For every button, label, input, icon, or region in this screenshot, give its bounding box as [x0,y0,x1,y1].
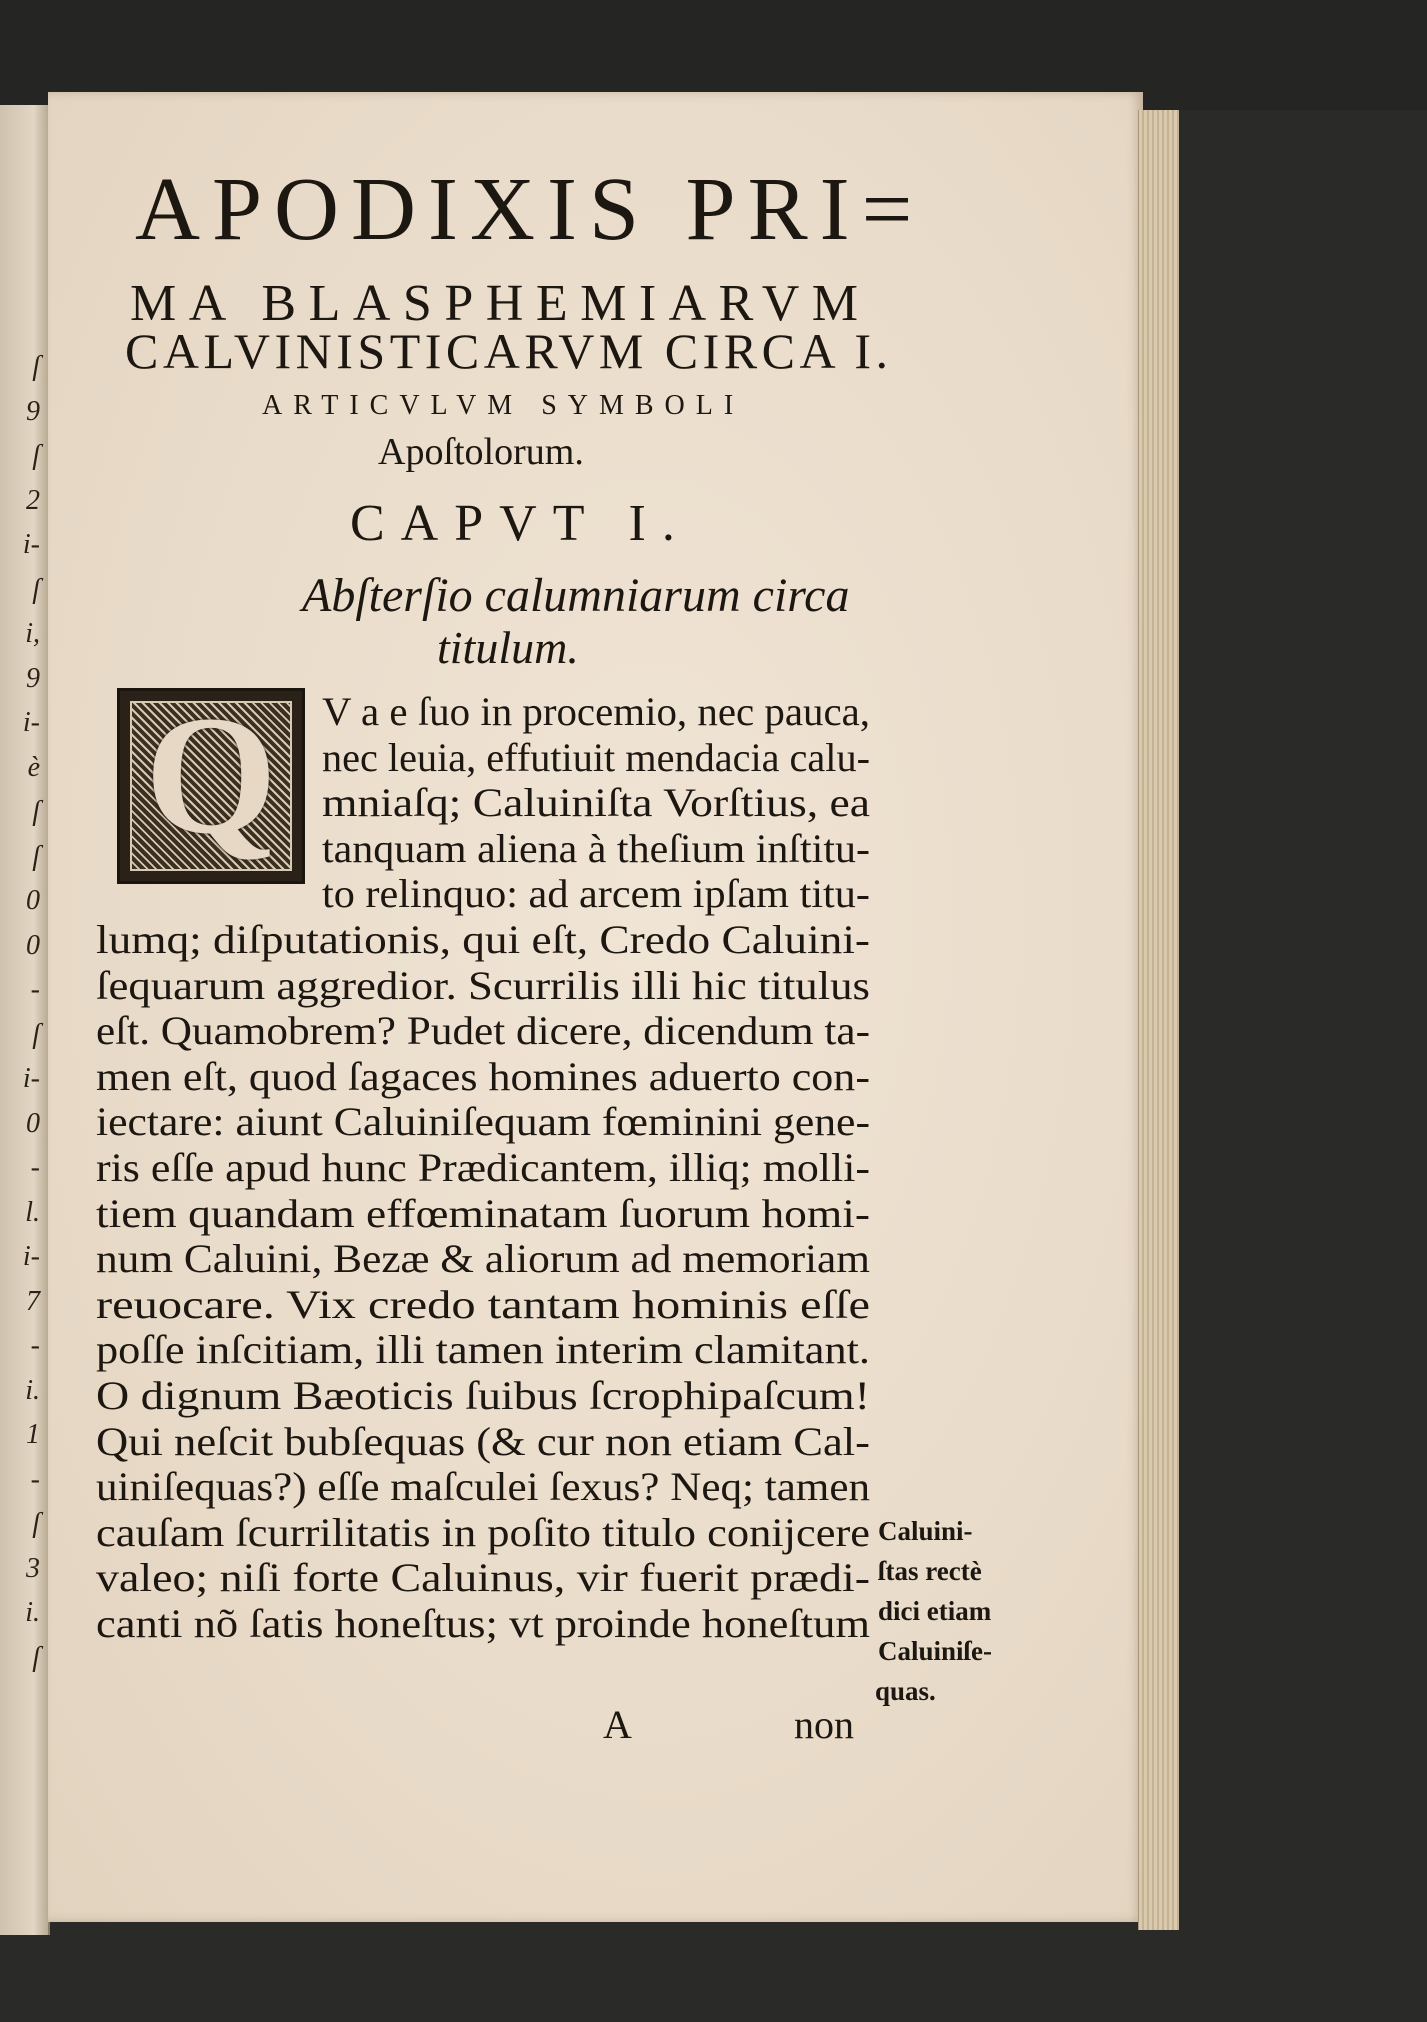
left-margin-char: i- [22,1241,40,1272]
heading-line-3: CALVINISTICARVM CIRCA I. [125,323,893,379]
heading-line-2: MA BLASPHEMIARVM [130,275,871,332]
body-line: to relinquo: ad arcem ipſam titu- [322,871,870,917]
left-margin-char: 0 [26,885,40,916]
left-margin-char: è [27,751,40,783]
chapter-title: CAPVT I. [350,495,691,552]
body-line: reuocare. Vix credo tantam hominis eſſe [96,1281,870,1327]
left-margin-char: 9 [26,662,40,694]
left-margin-char: 0 [26,1107,40,1139]
left-margin-char: 7 [26,1285,40,1317]
body-line: tanquam aliena à theſium inſtitu- [322,825,870,871]
body-line: men eſt, quod ſagaces homines aduerto con- [96,1053,871,1099]
heading-line-4: ARTICVLVM SYMBOLI [262,390,745,421]
margin-note-line: quas. [875,1676,936,1706]
catchword: non [794,1702,854,1747]
left-margin-char: 0 [26,929,40,961]
signature-mark: A [603,1702,632,1747]
body-line: poſſe inſcitiam, illi tamen interim clamitant. [96,1327,870,1373]
body-line: tiem quandam effœminatam ſuorum homi- [96,1190,870,1236]
left-margin-char: i. [25,1597,40,1628]
body-line: iectare: aiunt Caluiniſequam fœminini gene- [96,1099,870,1145]
left-margin-char: i- [22,1063,40,1094]
body-line: valeo; niſi forte Caluinus, vir fuerit prædi- [96,1555,870,1601]
left-page-edge [0,105,50,1935]
left-margin-char: 1 [26,1419,40,1450]
margin-note-line: Caluini- [878,1516,973,1546]
decorated-initial [117,681,305,884]
heading-line-1: APODIXIS PRI= [135,160,925,259]
margin-note-line: dici etiam [878,1596,992,1626]
body-line: nec leuia, effutiuit mendacia calu- [322,734,870,780]
left-margin-char: - [30,974,40,1005]
left-margin-char: ſ [32,1508,40,1539]
left-page-margin-text [0,345,40,1680]
left-margin-char: 3 [26,1552,40,1584]
body-line: eſt. Quamobrem? Pudet dicere, dicendum ta- [96,1008,870,1054]
left-margin-char: - [30,1152,40,1183]
left-margin-char: ſ [32,1018,40,1050]
chapter-subtitle-line-1: Abſterſio calumniarum circa [302,569,850,622]
chapter-subtitle-line-2: titulum. [437,622,579,673]
left-margin-char: ſ [32,440,40,471]
margin-note-line: ſtas rectè [878,1556,982,1586]
left-margin-char: ſ [32,351,40,382]
left-margin-char: ſ [32,840,40,872]
body-line: uiniſequas?) eſſe maſculei ſexus? Neq; tamen [96,1464,870,1510]
body-line: ris eſſe apud hunc Prædicantem, illiq; molli- [96,1145,870,1190]
body-line: cauſam ſcurrilitatis in poſito titulo conijcere [96,1509,870,1555]
body-line: mniaſq; Caluiniſta Vorſtius, ea [322,780,870,826]
left-margin-char: 2 [26,484,40,516]
page-stack-edge [1138,110,1179,1930]
initial-letter: Q [144,681,278,869]
left-margin-char: ſ [32,1641,40,1673]
margin-note-line: Caluiniſe- [878,1636,993,1666]
body-line: num Caluini, Bezæ & aliorum ad memoriam [96,1236,870,1282]
left-margin-char: - [30,1330,40,1361]
left-margin-char: ſ [32,573,40,605]
left-margin-char: 9 [26,395,40,427]
left-margin-char: i- [22,707,40,738]
body-line: O dignum Bæoticis ſuibus ſcrophipaſcum! [96,1373,870,1418]
left-margin-char: i, [25,618,40,649]
heading-line-5: Apoſtolorum. [378,431,584,473]
left-margin-char: - [30,1463,40,1495]
left-margin-char: l. [25,1196,40,1228]
left-margin-char: ſ [32,796,40,827]
body-line: canti nõ ſatis honeſtus; vt proinde honeſtum [96,1601,870,1646]
left-margin-char: i- [22,529,40,560]
left-margin-char: i. [25,1374,40,1406]
body-line: V a e ſuo in procemio, nec pauca, [322,689,870,734]
body-line: lumq; diſputationis, qui eſt, Credo Caluini- [96,917,870,962]
body-line: ſequarum aggredior. Scurrilis illi hic titulus [96,962,870,1008]
body-line: Qui neſcit bubſequas (& cur non etiam Cal- [96,1418,870,1464]
